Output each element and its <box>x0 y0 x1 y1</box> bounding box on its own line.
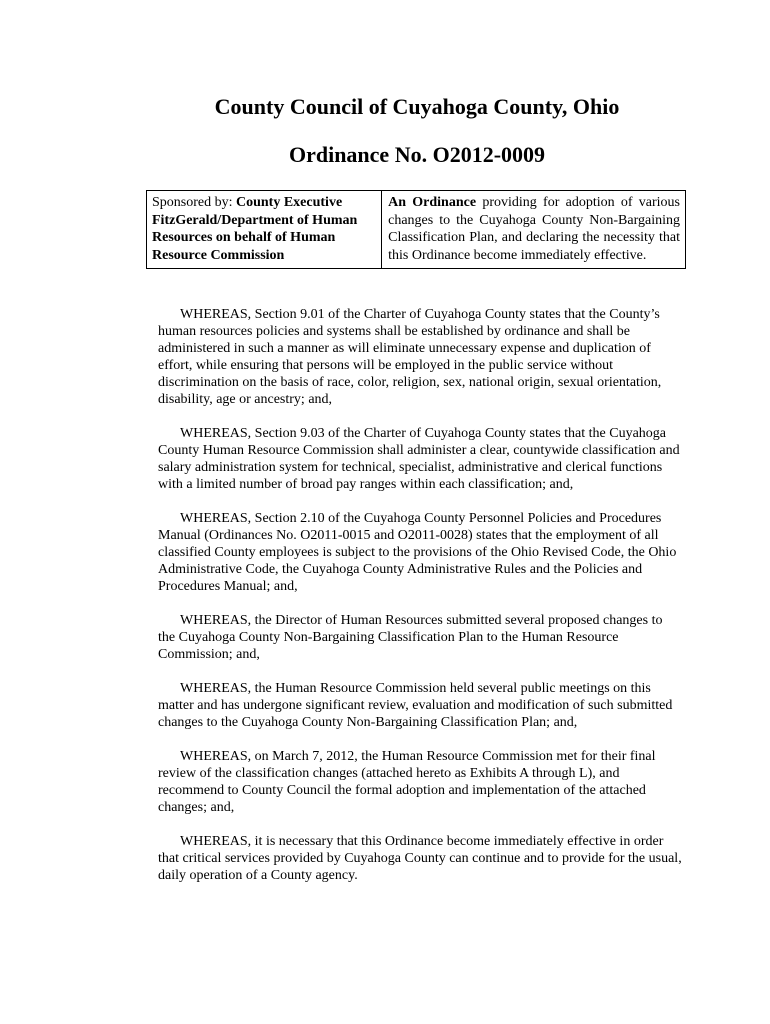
ordinance-number: Ordinance No. O2012-0009 <box>288 142 546 167</box>
document-title: County Council of Cuyahoga County, Ohio <box>214 94 620 119</box>
whereas-paragraph: WHEREAS, Section 9.03 of the Charter of Cuyahoga County states that the Cuyahoga County Human Resource Commission shall administer a clear, countywide classification and salary administration system for technical, specialist, administrative and clerical functions with a limited number of broad pay ranges within each classification; and, <box>158 426 680 492</box>
ordinance-description: providing for adoption of various changes to the Cuyahoga County Non-Bargaining Classification Plan, and declaring the necessity that this Ordinance become immediately effective. <box>388 195 680 263</box>
whereas-paragraph: WHEREAS, on March 7, 2012, the Human Resource Commission met for their final review of the classification changes (attached hereto as Exhibits A through L), and recommend to County Council the formal adoption and implementation of the attached changes; and, <box>158 749 656 815</box>
whereas-paragraph: WHEREAS, Section 2.10 of the Cuyahoga County Personnel Policies and Procedures Manual (Ordinances No. O2011-0015 and O2011-0028) states that the employment of all classified County employees is subject to the provisions of the Ohio Revised Code, the Ohio Administrative Code, the Cuyahoga County Administrative Rules and the Policies and Procedures Manual; and, <box>158 511 677 594</box>
sponsored-by-label: Sponsored by: <box>152 195 233 210</box>
ordinance-summary-cell <box>382 191 685 268</box>
whereas-paragraph: WHEREAS, Section 9.01 of the Charter of Cuyahoga County states that the County’s human resources policies and systems shall be established by ordinance and shall be administered in such a manner as will eliminate unnecessary expense and duplication of effort, while ensuring that persons will be employed in the public service without discrimination on the basis of race, color, religion, sex, national origin, sexual orientation, disability, age or ancestry; and, <box>158 307 662 407</box>
whereas-paragraph: WHEREAS, the Director of Human Resources submitted several proposed changes to the Cuyahoga County Non-Bargaining Classification Plan to the Human Resource Commission; and, <box>158 613 663 662</box>
ordinance-lead: An Ordinance <box>388 195 477 210</box>
sponsor-table <box>146 190 686 269</box>
sponsor-names: County Executive FitzGerald/Department of Human Resources on behalf of Human Resource Commission <box>152 195 358 263</box>
whereas-paragraph: WHEREAS, the Human Resource Commission held several public meetings on this matter and has undergone significant review, evaluation and modification of such submitted changes to the Cuyahoga County Non-Bargaining Classification Plan; and, <box>158 681 673 730</box>
whereas-paragraph: WHEREAS, it is necessary that this Ordinance become immediately effective in order that critical services provided by Cuyahoga County can continue and to provide for the usual, daily operation of a County agency. <box>158 834 682 883</box>
sponsor-cell <box>147 191 382 268</box>
whereas-clauses <box>158 306 682 884</box>
